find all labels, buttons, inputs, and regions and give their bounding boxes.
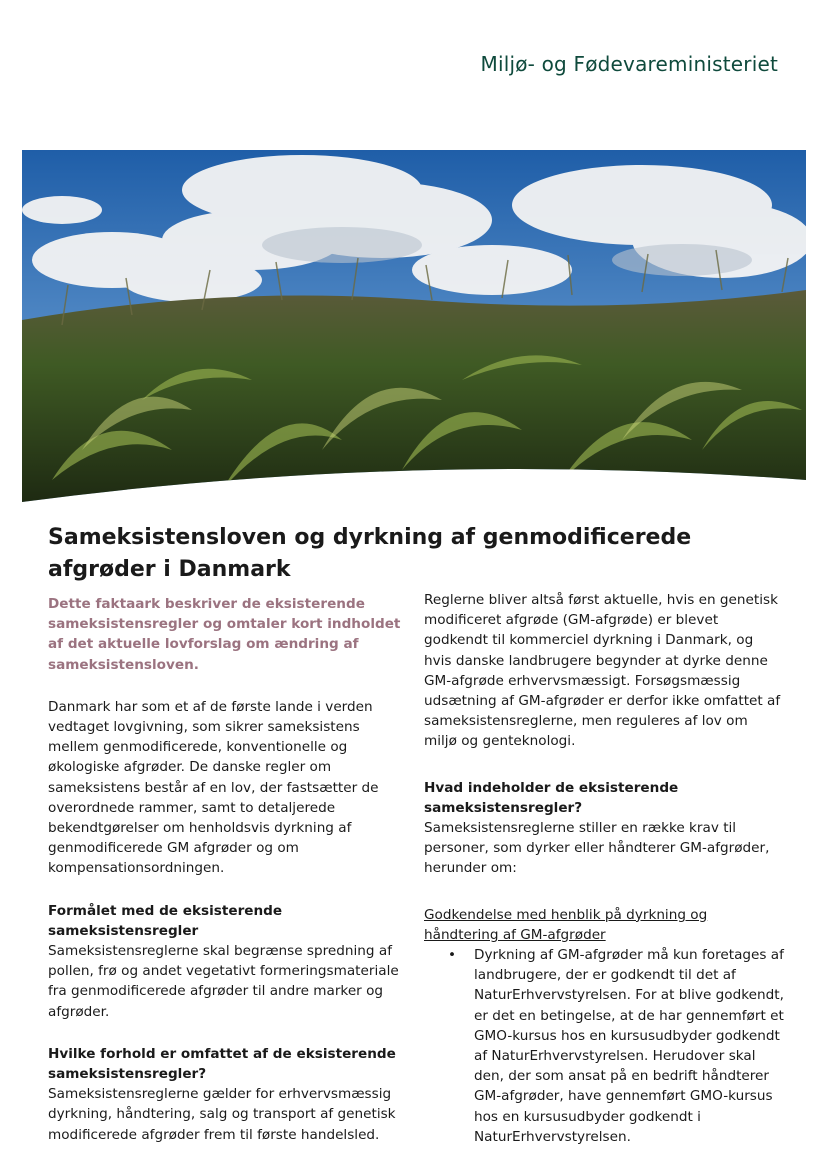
rules-intro-paragraph: Reglerne bliver altså først aktuelle, hvis en genetisk modificeret afgrøde (GM-afgrøde) er blevet godkendt til kommerciel dyrkning i Danmark, og hvis danske landbrugere begynder at dyrke denne GM-afgrøde erhvervsmæssigt. Forsøgsmæssig udsætning af GM-afgrøder er derfor ikke omfattet af sameksistensreglerne, men reguleres af lov om miljø og genteknologi.	[424, 592, 781, 750]
cornfield-photo	[22, 150, 806, 502]
intro-paragraph: Danmark har som et af de første lande i verden vedtaget lovgivning, som sikrer sameksistens mellem genmodificerede, konventionelle og økologiske afgrøder. De danske regler om sameksistens består af en lov, der fastsætter de overordnede rammer, samt to detaljerede bekendtgørelser om henholdsvis dyrkning af genmodificerede GM afgrøder og om kompensationsordningen.	[48, 698, 379, 877]
section-body-purpose: Sameksistensreglerne skal begrænse spredning af pollen, frø og andet vegetativt formeringsmateriale fra genmodificerede afgrøder til andre marker og afgrøder.	[48, 943, 399, 1020]
list-item-text: Dyrkning af GM-afgrøder må kun foretages af landbrugere, der er godkendt til det af NaturErhvervstyrelsen. For at blive godkendt, er det en betingelse, at de har gennemført et GMO-kursus hos en kursusudbyder godkendt af NaturErhvervstyrelsen. Herudover skal den, der som ansat på en bedrift håndterer GM-afgrøder, have gennemført GMO-kursus hos en kursusudbyder godkendt i NaturErhvervstyrelsen.	[474, 947, 784, 1145]
section-body-scope: Sameksistensreglerne gælder for erhvervsmæssig dyrkning, håndtering, salg og transport af genetisk modificerede afgrøder frem til første handelsled.	[48, 1086, 396, 1143]
section-heading-content: Hvad indeholder de eksisterende sameksistensregler?	[424, 779, 679, 816]
section-heading-purpose: Formålet med de eksisterende sameksistensregler	[48, 902, 283, 939]
list-item	[448, 945, 784, 1147]
right-column	[424, 590, 784, 1147]
bullet-icon: •	[448, 947, 457, 964]
section-heading-scope: Hvilke forhold er omfattet af de eksisterende sameksistensregler?	[48, 1045, 396, 1083]
subheading-approval: Godkendelse med henblik på dyrkning og håndtering af GM-afgrøder	[424, 906, 708, 943]
hero-image	[22, 150, 806, 502]
section-body-content: Sameksistensreglerne stiller en række krav til personer, som dyrker eller håndterer GM-afgrøder, herunder om:	[424, 820, 770, 877]
document-title: Sameksistensloven og dyrkning af genmodificerede afgrøder i Danmark	[48, 525, 692, 582]
lead-paragraph: Dette faktaark beskriver de eksisterende sameksistensregler og omtaler kort indholdet af det aktuelle lovforslag om ændring af sameksistensloven.	[48, 596, 401, 673]
ministry-name: Miljø- og Fødevareministeriet	[480, 52, 778, 76]
left-column	[48, 594, 408, 1145]
bullet-list	[424, 945, 784, 1147]
